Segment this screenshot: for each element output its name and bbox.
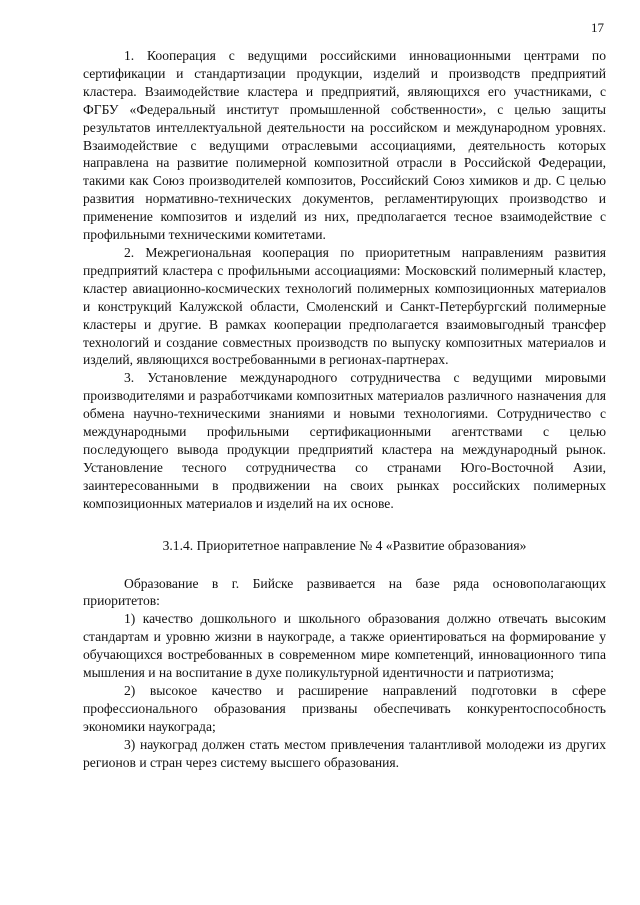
paragraph-education-intro: Образование в г. Бийске развивается на базе ряда основополагающих приоритетов: (83, 575, 606, 609)
paragraph-priority-3: 3) наукоград должен стать местом привлечения талантливой молодежи из других регионов и стран через систему высшего образования. (83, 736, 606, 770)
paragraph-international-cooperation: 3. Установление международного сотрудничества с ведущими мировыми производителями и разработчиками композитных материалов различного назначения для обмена научно-техническими знаниями и новыми технологиями. Сотрудничество с международными профильными сертификационными агентствами с целью последующего вывода продукции предприятий кластера на международный рынок. Установление тесного сотрудничества со странами Юго-Восточной Азии, заинтересованными в продвижении на своих рынках российских полимерных композиционных материалов и изделий на их основе. (83, 370, 606, 511)
paragraph-priority-2: 2) высокое качество и расширение направлений подготовки в сфере профессионального образования призваны обеспечивать конкурентоспособность экономики наукограда; (83, 683, 606, 734)
page-number: 17 (591, 20, 604, 35)
paragraph-interregional-cooperation: 2. Межрегиональная кооперация по приоритетным направлениям развития предприятий кластера с профильными ассоциациями: Московский полимерный кластер, кластер авиационно-космических технологий полимерных композиционных материалов и конструкций Калужской области, Смоленский и Санкт-Петербургский полимерные кластеры и другие. В рамках кооперации предполагается взаимовыгодный трансфер технологий и создание совместных производств по выпуску композитных материалов и изделий, являющихся востребованными в регионах-партнерах. (83, 244, 606, 368)
page-content (83, 47, 606, 772)
section-heading: 3.1.4. Приоритетное направление № 4 «Развитие образования» (162, 537, 527, 553)
paragraph-priority-1: 1) качество дошкольного и школьного образования должно отвечать высоким стандартам и уровню жизни в наукограде, а также ориентироваться на формирование у обучающихся востребованных в современном мире компетенций, инновационного типа мышления и на воспитание в духе поликультурной идентичности и патриотизма; (83, 611, 606, 681)
paragraph-cooperation-certification: 1. Кооперация с ведущими российскими инновационными центрами по сертификации и стандартизации продукции, изделий и производств предприятий кластера. Взаимодействие кластера и предприятий, являющихся его участниками, с ФГБУ «Федеральный институт промышленной собственности», с целью защиты результатов интеллектуальной деятельности на российском и международном уровнях. Взаимодействие с ведущими отраслевыми ассоциациями, деятельность которых направлена на развитие полимерной композитной отрасли в Российской Федерации, такими как Союз производителей композитов, Российский Союз химиков и др. С целью развития нормативно-технических документов, регламентирующих производство и применение композитов и изделий из них, предполагается тесное взаимодействие с профильными техническими комитетами. (83, 48, 606, 243)
